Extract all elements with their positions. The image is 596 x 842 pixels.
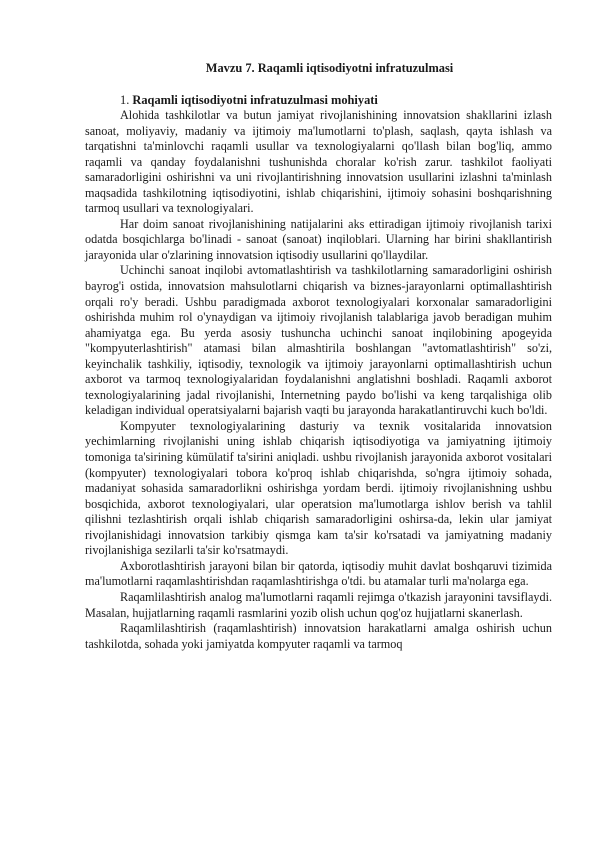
paragraph-4: Kompyuter texnologiyalarining dasturiy va texnik vositalarida innovatsion yechimlarning rivojlanishi uning ishlab chiqarish iqtisodiyotiga va jamiyatning ijtimoiy tomoniga ta'sirining kümülatif ta'sirini aniqladi. ushbu rivojlanish jarayonida axborot vositalari (kompyuter) texnologiyalari tobora ko'proq ishlab chiqarishda, so'ngra ijtimoiy sohada, madaniyat sohasida samaradorlikni oshirishga yordam berdi. ijtimoiy rivojlanishning ushbu bosqichida, axborot texnologiyalari, ular operatsion ma'lumotlarga ishlov berish va tahlil qilishni tezlashtirish orqali ishlab chiqarish samaradorligini oshirsa-da, lekin ular jamiyat rivojlanishidagi innovatsion tarkibiy qismga kam ta'sir ko'rsatadi va jamiyatning madaniy rivojlanishiga sezilarli ta'sir ko'rsatmaydi.	[85, 418, 552, 558]
paragraph-2: Har doim sanoat rivojlanishining natijalarini aks ettiradigan ijtimoiy rivojlanish tarixi odatda bosqichlarga bo'linadi - sanoat (sanoat) inqiloblari. Ularning har birini shakllantirish jarayonida ular o'zlarining innovatsion iqtisodiy usullarini qo'llaydilar.	[85, 216, 552, 262]
section-heading	[85, 92, 552, 108]
section-title: Raqamli iqtisodiyotni infratuzulmasi mohiyati	[132, 93, 378, 107]
page-title: Mavzu 7. Raqamli iqtisodiyotni infratuzulmasi	[205, 61, 454, 75]
paragraph-3: Uchinchi sanoat inqilobi avtomatlashtirish va tashkilotlarning samaradorligini oshirish bayrog'i ostida, innovatsion mahsulotlarni chiqarish va biznes-jarayonlarni optimallashtirish orqali ro'y beradi. Ushbu paradigmada axborot texnologiyalari korxonalar samaradorligini oshirishda muhim rol o'ynaydigan va ijtimoiy rivojlanish talablariga javob beradigan muhim ahamiyatga ega. Bu yerda asosiy tushuncha uchinchi sanoat inqilobining apogeyida "kompyuterlashtirish" atamasi bilan almashtirila boshlangan "avtomatlashtirish" so'zi, keyinchalik tashkiliy, iqtisodiy, texnologik va ijtimoiy jarayonlarni optimallashtirish uchun axborot va tarmoq texnologiyalaridan foydalanishni anglatishni boshladi. Raqamli axborot texnologiyalarining jadal rivojlanishi, Internetning paydo bo'lishi va keng tarqalishiga olib keladigan individual operatsiyalarni bajarish vaqti bu jarayonda harakatlantiruvchi kuch bo'ldi.	[85, 263, 552, 418]
paragraph-6: Raqamlilashtirish analog ma'lumotlarni raqamli rejimga o'tkazish jarayonini tavsiflaydi. Masalan, hujjatlarning raqamli rasmlarini yozib olish uchun qog'oz hujjatlarni skanerlash.	[85, 589, 552, 620]
paragraph-7: Raqamlilashtirish (raqamlashtirish) innovatsion harakatlarni amalga oshirish uchun tashkilotda, sohada yoki jamiyatda kompyuter raqamli va tarmoq	[85, 621, 552, 651]
section-number: 1.	[120, 93, 130, 107]
paragraph-1: Alohida tashkilotlar va butun jamiyat rivojlanishining innovatsion shakllarini izlash sanoat, moliyaviy, madaniy va ijtimoiy ma'lumotlarni to'plash, saqlash, qayta ishlash va tarqatishni ta'minlovchi raqamli usullar va texnologiyalarni qo'llash bilan bog'liq, ammo raqamli va qanday foydalanishni tushunishda choralar ko'rish zarur. tashkilot faoliyati samaradorligini oshirishni va uni rivojlantirishning innovatsion usullarini izlashni ta'minlash maqsadida tashkilotning iqtisodiyotini, ishlab chiqarishini, ijtimoiy sohasini boshqarishning tarmoq usullari va texnologiyalari.	[85, 108, 552, 216]
document-page	[85, 60, 552, 652]
paragraph-5: Axborotlashtirish jarayoni bilan bir qatorda, iqtisodiy muhit davlat boshqaruvi tizimida ma'lumotlarni raqamlashtirishdan raqamlashtirishga o'tdi. bu atamalar turli ma'nolarga ega.	[85, 558, 552, 589]
